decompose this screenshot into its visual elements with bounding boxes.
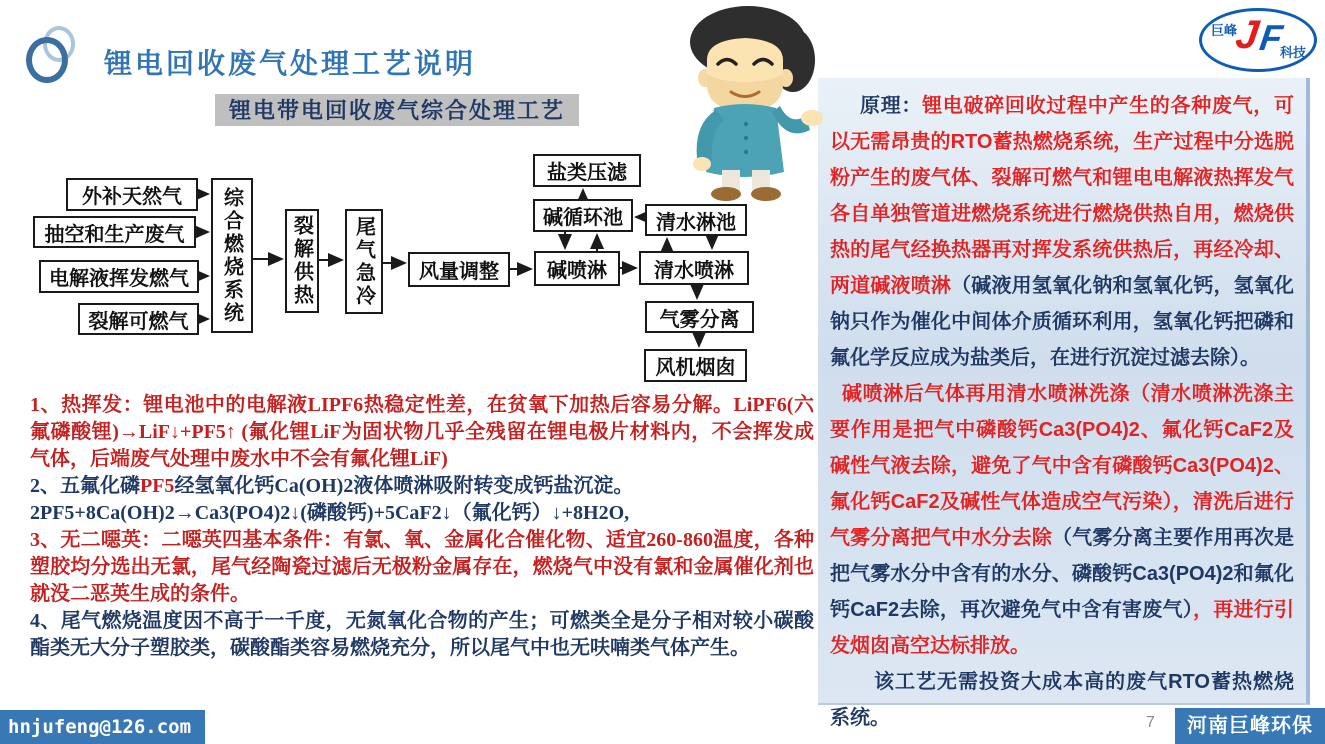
flow-node-electrolyte-gas: 电解液挥发燃气 bbox=[39, 260, 199, 293]
panel-text: （碱液用氢氧化钠和氢氧化钙，氢氧化钠只作为催化中间体介质循环利用，氢氧化钙把磷和氟化学反应成为盐类后，在进行沉淀过滤去除）。 bbox=[830, 275, 1295, 369]
flow-node-mist-separation: 气雾分离 bbox=[645, 301, 754, 333]
note-text: 1、热挥发：锂电池中的电解液LIPF6热稳定性差，在贫氧下加热后容易分解。LiPF6(六氟磷酸锂)→LiF↓+PF5↑ (氟化锂LiF为固状物几乎全残留在锂电极片材料内，不会挥发成气体，后端废气处理中废水中不会有氟化锂LiF) bbox=[30, 394, 814, 470]
logo-name-bottom: 科技 bbox=[1279, 45, 1306, 60]
flow-node-pyrolysis-heating: 裂解供热 bbox=[285, 209, 319, 313]
note-paragraph-4 bbox=[30, 527, 814, 608]
panel-text: 碱喷淋后气体再用清水喷淋洗涤（清水喷淋洗涤主要作用是把气中磷酸钙Ca3(PO4)2、氟化钙CaF2及碱性气液去除，避免了气中含有磷酸钙Ca3(PO4)2、氟化钙CaF2及碱性气体造成空气污染），清洗后进行气雾分离把气中水分去除 bbox=[830, 383, 1294, 549]
flow-node-vacuum-production-gas: 抽空和生产废气 bbox=[33, 216, 196, 248]
note-text: 2、五氟化磷 bbox=[30, 475, 140, 497]
note-text: 经氢氧化钙Ca(OH)2液体喷淋吸附转变成钙盐沉淀。 bbox=[174, 475, 634, 497]
logo-monogram-j: J bbox=[1232, 13, 1262, 57]
flow-node-clean-water-pool: 清水淋池 bbox=[645, 204, 747, 236]
panel-text: 锂电破碎回收过程中产生的各种废气，可以无需昂贵的RTO蓄热燃烧系统，生产过程中分选脱粉产生的废气体、裂解可燃气和锂电电解液热挥发气各自单独管道进燃烧系统进行燃烧供热自用，燃烧供热的尾气经换热器再对挥发系统供热后，再经冷却、两道碱液喷淋 bbox=[830, 95, 1295, 297]
flow-node-tailgas-quench: 尾气急冷 bbox=[345, 209, 383, 314]
note-equation: 2PF5+8Ca(OH)2→Ca3(PO4)2↓(磷酸钙)+5CaF2↓（氟化钙）↓+8H2O, bbox=[30, 502, 630, 524]
panel-text: ，再进行引发烟囱高空达标排放。 bbox=[830, 599, 1295, 657]
logo-monogram-f: F bbox=[1257, 17, 1285, 58]
note-paragraph-3 bbox=[30, 500, 814, 527]
flow-node-water-spray: 清水喷淋 bbox=[639, 251, 749, 285]
company-name-badge: 河南巨峰环保 bbox=[1175, 708, 1325, 744]
flow-node-alkali-circulation-pool: 碱循环池 bbox=[533, 199, 633, 232]
presenter-character-illustration bbox=[660, 2, 830, 202]
panel-text: 原理： bbox=[860, 95, 923, 117]
flow-node-salt-press-filter: 盐类压滤 bbox=[533, 154, 641, 187]
logo-name-top: 巨峰 bbox=[1211, 23, 1238, 38]
panel-paragraph-2 bbox=[830, 376, 1294, 664]
panel-text: 该工艺无需投资大成本高的废气RTO蓄热燃烧系统。 bbox=[830, 671, 1294, 729]
note-paragraph-2 bbox=[30, 473, 814, 500]
panel-text: （气雾分离主要作用再次是把气雾水分中含有的水分、磷酸钙Ca3(PO4)2和氟化钙CaF2去除，再次避免气中含有害废气） bbox=[830, 527, 1294, 621]
title-ring-icon bbox=[26, 37, 68, 83]
flow-node-alkali-spray: 碱喷淋 bbox=[534, 251, 620, 286]
flow-node-fan-chimney: 风机烟囱 bbox=[644, 349, 747, 382]
note-text: PF5 bbox=[140, 475, 175, 497]
page-number: 7 bbox=[1146, 714, 1155, 731]
panel-paragraph-1 bbox=[830, 88, 1294, 376]
note-text: 4、尾气燃烧温度因不高于一千度，无氮氧化合物的产生；可燃类全是分子相对较小碳酸酯类无大分子塑胶类，碳酸酯类容易燃烧充分，所以尾气中也无呋喃类气体产生。 bbox=[30, 610, 814, 659]
flow-node-combustion-system: 综合燃烧系统 bbox=[211, 178, 253, 333]
note-paragraph-1 bbox=[30, 392, 814, 473]
contact-email: hnjufeng@126.com bbox=[0, 710, 205, 744]
company-logo bbox=[1199, 8, 1317, 72]
note-paragraph-5 bbox=[30, 608, 814, 662]
process-notes bbox=[30, 392, 814, 662]
note-text: 3、无二噁英：二噁英四基本条件：有氯、氧、金属化合催化物、适宜260-860温度，各种塑胶均分选出无氯，尾气经陶瓷过滤后无极粉金属存在，燃烧气中没有氯和金属催化剂也就没二恶英生成的条件。 bbox=[30, 529, 814, 605]
flow-node-pyrolysis-gas: 裂解可燃气 bbox=[78, 303, 199, 335]
slide-subtitle: 锂电带电回收废气综合处理工艺 bbox=[215, 94, 579, 126]
flow-node-external-natural-gas: 外补天然气 bbox=[66, 178, 198, 211]
flow-node-airflow-adjust: 风量调整 bbox=[408, 252, 510, 287]
page-title: 锂电回收废气处理工艺说明 bbox=[104, 48, 477, 79]
